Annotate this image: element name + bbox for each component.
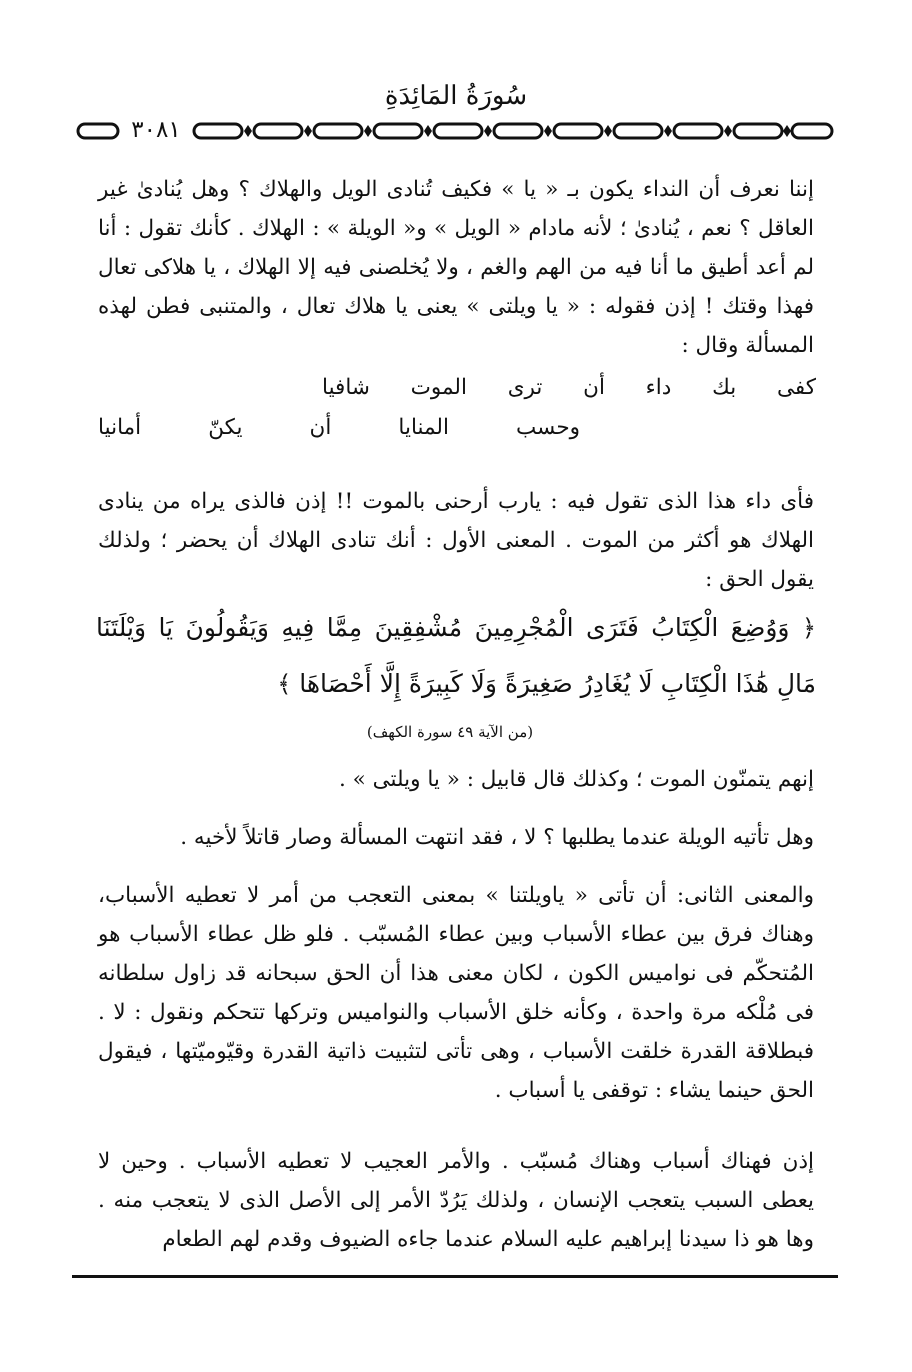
quran-verse bbox=[96, 600, 816, 712]
bottom-rule bbox=[72, 1275, 838, 1278]
poem-line-2 bbox=[98, 410, 580, 446]
poem-word: وحسب bbox=[516, 415, 580, 440]
poem-word: أن bbox=[583, 375, 605, 400]
poem-line-1 bbox=[322, 370, 816, 406]
poem-word: المنايا bbox=[398, 415, 449, 440]
paragraph-1: إننا نعرف أن النداء يكون بـ « يا » فكيف تُنادى الويل والهلاك ؟ وهل يُنادىٰ غير العاقل ؟ نعم ، يُنادىٰ ؛ لأنه مادام « الويل » و« الويلة » : الهلاك . كأنك تقول : أنا لم أعد أطيق ما أنا فيه من الهم والغم ، ولا يُخلصنى فيه إلا الهلاك ، يا هلاكى تعال فهذا وقتك ! إذن فقوله : « يا ويلتى » يعنى يا هلاك تعال ، والمتنبى فطن لهذه المسألة وقال : bbox=[98, 177, 814, 358]
paragraph-6: إذن فهناك أسباب وهناك مُسبّب . والأمر العجيب لا تعطيه الأسباب . وحين لا يعطى السبب يتعجب الإنسان ، ولذلك يَرُدّ الأمر إلى الأصل الذى لا يتعجب منه . وها هو ذا سيدنا إبراهيم عليه السلام عندما جاءه الضيوف وقدم لهم الطعام bbox=[98, 1149, 814, 1252]
quran-open-bracket: ﴿ bbox=[801, 614, 817, 642]
quran-verse-text: وَوُضِعَ الْكِتَابُ فَتَرَى الْمُجْرِمِينَ مُشْفِقِينَ مِمَّا فِيهِ وَيَقُولُونَ يَا وَيْلَتَنَا مَالِ هَٰذَا الْكِتَابِ لَا يُغَادِرُ صَغِيرَةً وَلَا كَبِيرَةً إِلَّا أَحْصَاهَا bbox=[96, 613, 816, 698]
paragraph-2: فأى داء هذا الذى تقول فيه : يارب أرحنى بالموت !! إذن فالذى يراه من ينادى الهلاك هو أكثر من الموت . المعنى الأول : أنك تنادى الهلاك أن يحضر ؛ ولذلك يقول الحق : bbox=[98, 489, 814, 592]
poem-word: الموت bbox=[410, 375, 467, 400]
poem-word: ترى bbox=[507, 375, 543, 400]
paragraph-4: وهل تأتيه الويلة عندما يطلبها ؟ لا ، فقد انتهت المسألة وصار قاتلاً لأخيه . bbox=[180, 825, 814, 850]
surah-title: سُورَةُ المَائِدَةِ bbox=[384, 81, 528, 111]
quran-close-bracket: ﴾ bbox=[277, 670, 292, 698]
poem-word: أمانيا bbox=[98, 415, 142, 440]
poem-word: كفى bbox=[776, 375, 816, 400]
paragraph-3: إنهم يتمنّون الموت ؛ وكذلك قال قابيل : « يا ويلتى » . bbox=[338, 767, 814, 792]
poem-word: بك bbox=[712, 375, 737, 400]
poem-word: أن bbox=[309, 415, 332, 440]
paragraph-5: والمعنى الثانى: أن تأتى « ياويلتنا » بمعنى التعجب من أمر لا تعطيه الأسباب، وهناك فرق بين عطاء الأسباب وبين عطاء المُسبّب . فلو ظل عطاء الأسباب هو المُتحكّم فى نواميس الكون ، لكان معنى هذا أن الحق سبحانه قد زاول سلطانه فى مُلْكه مرة واحدة ، وكأنه خلق الأسباب والنواميس وتركها تتحكم ونقول : لا . فبطلاقة القدرة خلقت الأسباب ، وهى تأتى لتثبيت ذاتية القدرة وقيّوميّتها ، فيقول الحق حينما يشاء : توقفى يا أسباب . bbox=[98, 883, 814, 1103]
verse-reference: (من الآية ٤٩ سورة الكهف) bbox=[366, 723, 534, 741]
poem-word: يكنّ bbox=[208, 415, 243, 440]
verse-reference-wrap bbox=[330, 720, 570, 744]
poem-word: داء bbox=[645, 375, 672, 400]
page-number: ٣٠٨١ bbox=[122, 117, 190, 143]
poem-word: شافيا bbox=[322, 375, 370, 400]
